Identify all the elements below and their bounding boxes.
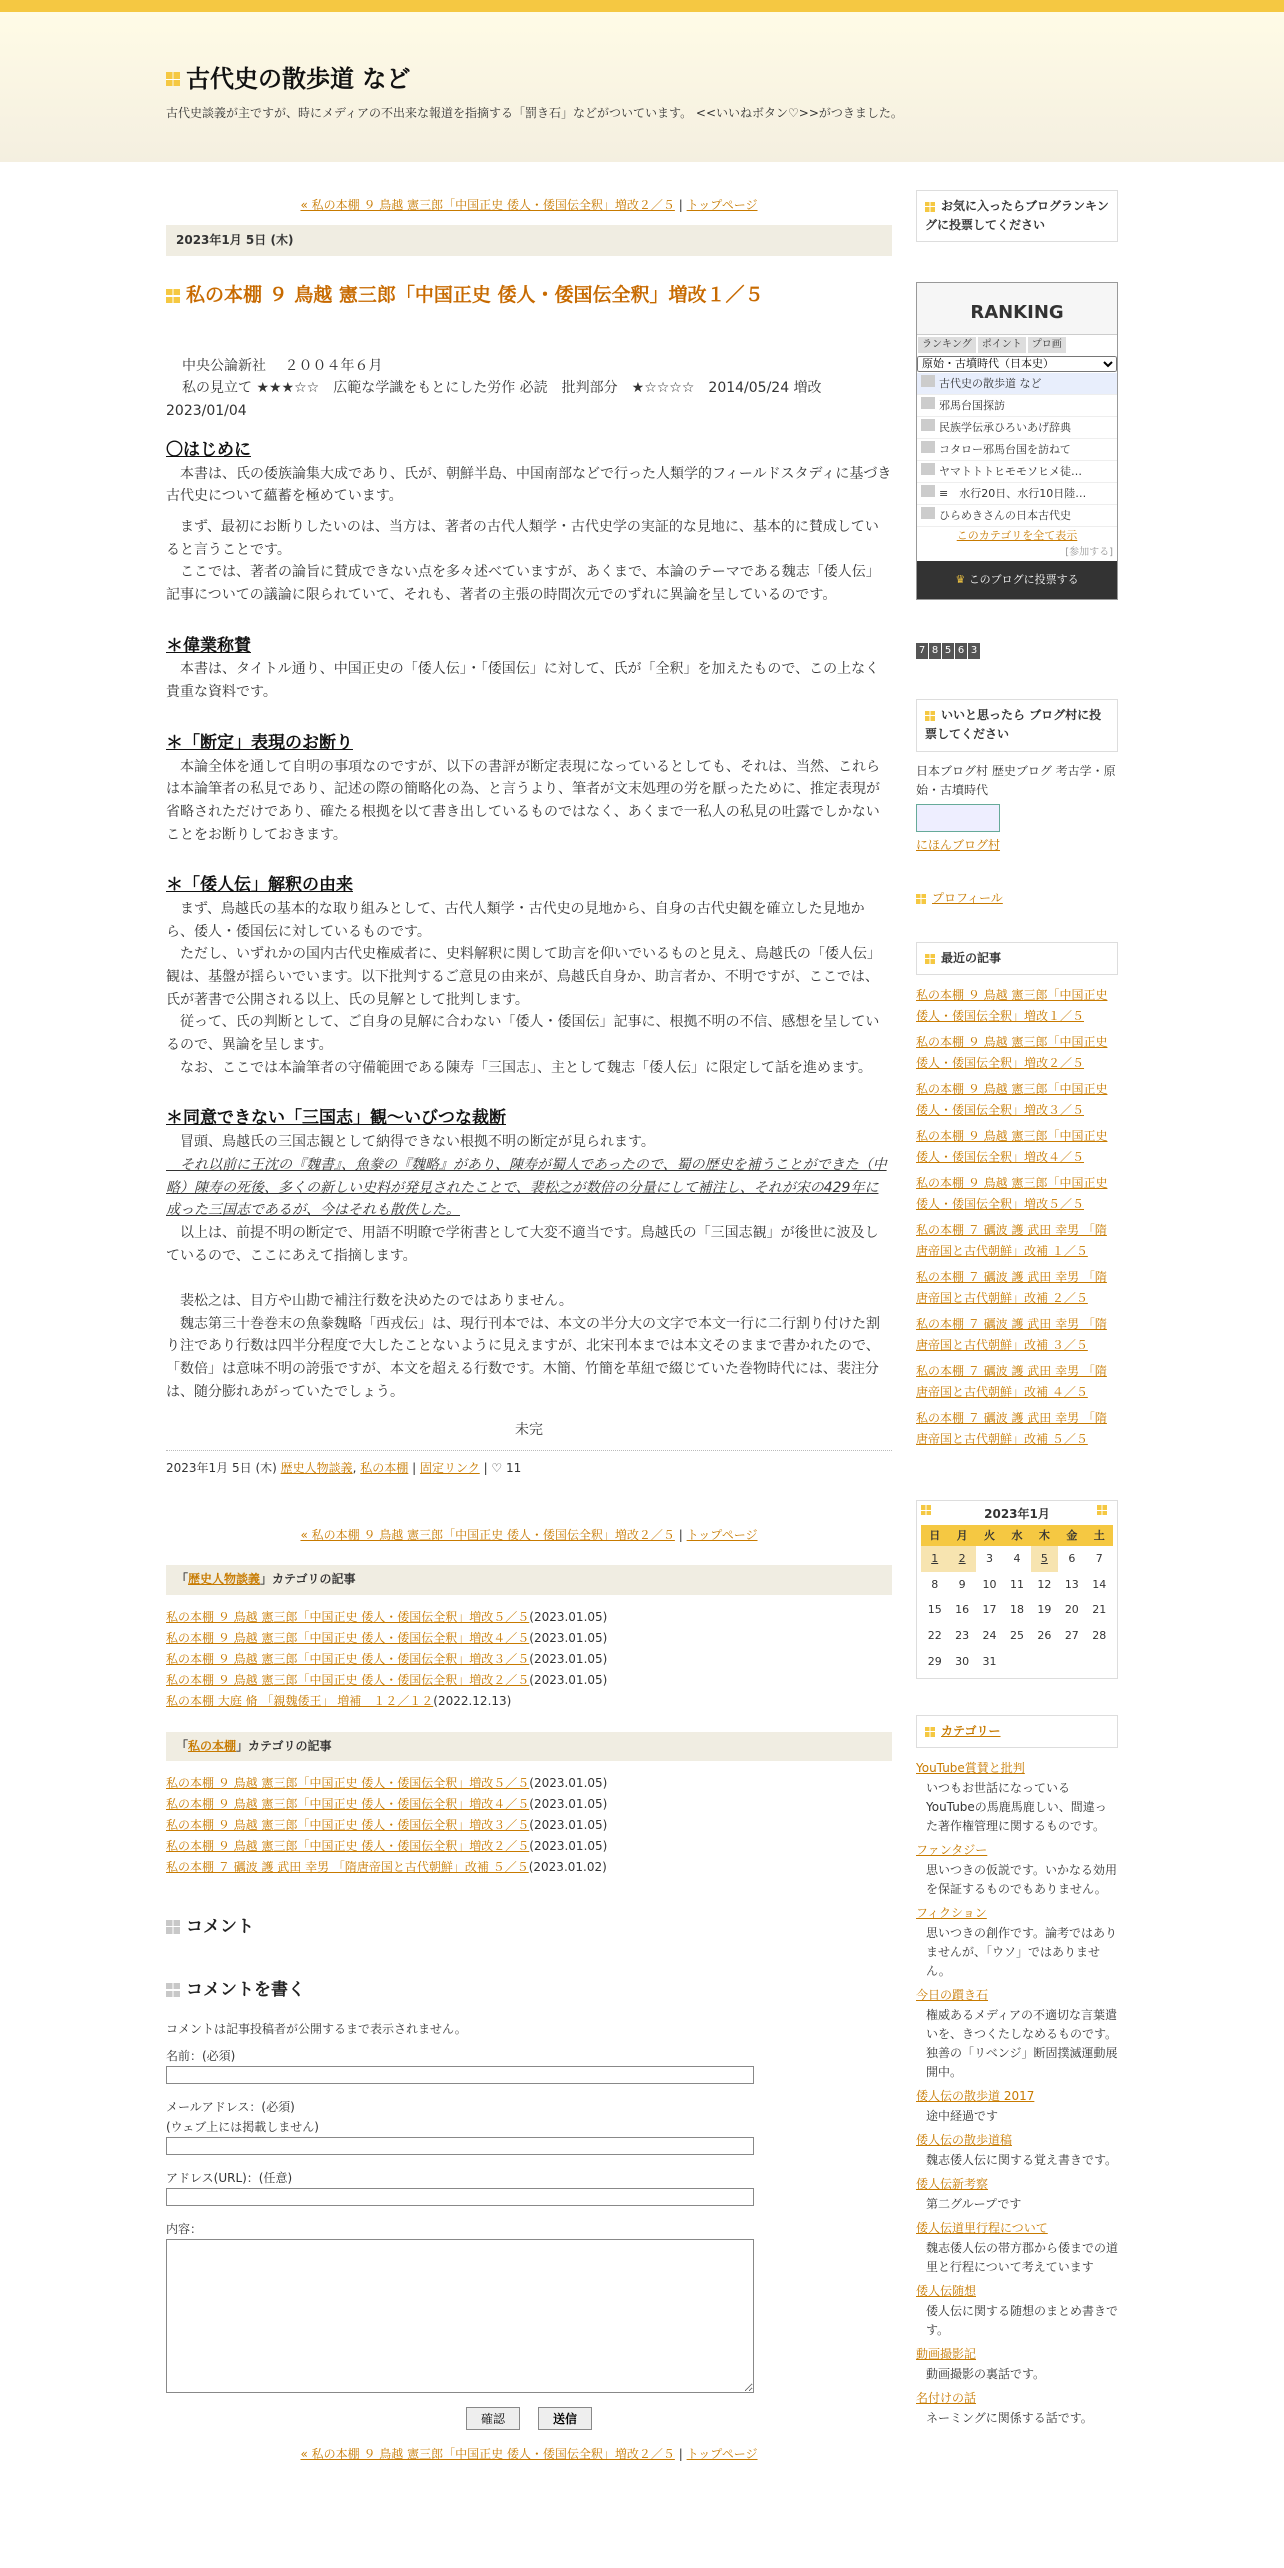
square-bullet-icon	[925, 1727, 935, 1737]
main-column	[166, 196, 892, 2474]
recent-entry-link[interactable]: 私の本棚 ７ 礪波 護 武田 幸男 「隋唐帝国と古代朝鮮」改補 ３／５	[916, 1317, 1107, 1353]
square-bullet-icon	[166, 1983, 180, 1997]
calendar-day-with-entry[interactable]: 1	[921, 1546, 948, 1572]
square-bullet-icon	[166, 1920, 180, 1934]
entry-date: (2023.01.05)	[529, 1838, 608, 1853]
email-label: メールアドレス：(必須)	[166, 2100, 295, 2115]
top-page-link[interactable]: トップページ	[686, 2446, 758, 2461]
name-field[interactable]	[166, 2066, 754, 2084]
calendar-day: 14	[1092, 1577, 1107, 1591]
entry-link[interactable]: 私の本棚 ９ 鳥越 憲三郎「中国正史 倭人・倭国伝全釈」増改５／５	[166, 1775, 530, 1790]
crown-icon: ♛	[955, 572, 966, 586]
list-item	[166, 1773, 892, 1794]
book-publisher: 中央公論新社 ２００４年６月	[182, 357, 383, 374]
category-link[interactable]: 私の本棚	[360, 1460, 409, 1475]
section-heading: ＊同意できない「三国志」観～いびつな裁断	[166, 1108, 506, 1129]
entry-nav-top	[166, 196, 892, 215]
list-item	[166, 1815, 892, 1836]
calendar-day-with-entry[interactable]: 5	[1031, 1546, 1058, 1572]
sidebar-category-link[interactable]: YouTube賞賛と批判	[916, 1761, 1025, 1776]
ranking-heading	[916, 190, 1118, 242]
weekday-label: 金	[1058, 1525, 1085, 1547]
rank-number-icon	[921, 485, 935, 497]
list-item	[166, 1836, 892, 1857]
calendar-day: 10	[982, 1577, 997, 1591]
profile-link[interactable]: プロフィール	[932, 891, 1003, 906]
entry-date: 2023年1月 5日 (木)	[166, 225, 892, 256]
prev-month-icon[interactable]	[921, 1505, 931, 1515]
list-item	[166, 1691, 892, 1712]
ranking-tab[interactable]: ポイント	[978, 337, 1026, 353]
next-month-icon[interactable]	[1097, 1505, 1107, 1515]
recent-entry-link[interactable]: 私の本棚 ７ 礪波 護 武田 幸男 「隋唐帝国と古代朝鮮」改補 ５／５	[916, 1411, 1107, 1447]
entry-date: (2023.01.05)	[529, 1609, 608, 1624]
ranking-tab[interactable]: プロ画	[1028, 337, 1066, 353]
site-title[interactable]: 古代史の散歩道 など	[186, 65, 411, 93]
ranking-tab[interactable]: ランキング	[918, 337, 976, 353]
calendar-day: 25	[1009, 1629, 1024, 1643]
entry-title	[166, 280, 892, 310]
category-heading	[916, 1715, 1118, 1748]
recent-entry-link[interactable]: 私の本棚 ７ 礪波 護 武田 幸男 「隋唐帝国と古代朝鮮」改補 ４／５	[916, 1364, 1107, 1400]
paragraph: 以上は、前提不明の断定で、用語不明瞭で学術書として大変不適当です。鳥越氏の「三国志観」が後世に波及しているので、ここにあえて指摘します。 裴松之は、目方や山勘で補注行数を決めたのではありません。 魏志第三十巻巻末の魚豢魏略「西戎伝」は、現行刊本では、本文の半分大の文字で本文一行に二行割り付けた割り注であり行数は四半分程度で大したことないように見えますが、北宋刊本までは本文そのままで書かれたので、「数倍」は意味不明の誇張ですが、本文を超える行数です。木簡、竹簡を革紐で綴じていた巻物時代には、裴注分は、随分膨れあがっていたでしょう。	[166, 1224, 880, 1400]
entry-date: (2023.01.05)	[529, 1630, 608, 1645]
comments-heading	[166, 1914, 892, 1941]
ranking-list	[917, 373, 1117, 527]
entry-nav-bottom	[166, 2445, 892, 2464]
write-comment-heading-text: コメントを書く	[186, 1979, 305, 2000]
calendar-day: 20	[1064, 1603, 1079, 1617]
section-heading: ＊「断定」表現のお断り	[166, 732, 353, 753]
list-item	[166, 1607, 892, 1628]
entry-link[interactable]: 私の本棚 ９ 鳥越 憲三郎「中国正史 倭人・倭国伝全釈」増改４／５	[166, 1630, 530, 1645]
section-heading: 〇はじめに	[166, 439, 251, 460]
recent-entry-link[interactable]: 私の本棚 ７ 礪波 護 武田 幸男 「隋唐帝国と古代朝鮮」改補 １／５	[916, 1223, 1107, 1259]
category-prefix: 「	[176, 1738, 189, 1753]
email-field[interactable]	[166, 2137, 754, 2155]
calendar-title	[921, 1505, 1113, 1524]
category-description: 思いつきの仮説です。いかなる効用を保証するものでもありません。	[926, 1863, 1118, 1897]
calendar-month: 2023年1月	[984, 1507, 1050, 1522]
recent-entry-link[interactable]: 私の本棚 ９ 鳥越 憲三郎「中国正史 倭人・倭国伝全釈」増改５／５	[916, 1176, 1108, 1212]
calendar-day: 24	[982, 1629, 997, 1643]
category-heading-link[interactable]: カテゴリー	[941, 1724, 1001, 1739]
category-name-link[interactable]: 私の本棚	[188, 1738, 237, 1753]
top-page-link[interactable]: トップページ	[686, 198, 758, 212]
sidebar	[916, 190, 1118, 2432]
ranking-blog-name: コタロー邪馬台国を訪ねて	[939, 442, 1071, 456]
calendar-day: 26	[1037, 1629, 1052, 1643]
calendar-day: 27	[1064, 1629, 1079, 1643]
url-field[interactable]	[166, 2188, 754, 2206]
body-label: 内容：	[166, 2222, 203, 2236]
category-prefix: 「	[176, 1572, 189, 1587]
rank-number-icon	[921, 441, 935, 453]
category-box-heading	[166, 1732, 892, 1761]
rank-number-icon	[921, 397, 935, 409]
entry-title-text: 私の本棚 ９ 鳥越 憲三郎「中国正史 倭人・倭国伝全釈」増改１／５	[186, 284, 764, 307]
weekday-label: 木	[1031, 1525, 1058, 1547]
sidebar-category-link[interactable]: ファンタジー	[916, 1843, 988, 1858]
sidebar-category-link[interactable]: 倭人伝の散歩道 2017	[916, 2089, 1035, 2104]
nav-separator: |	[678, 1528, 683, 1543]
permalink[interactable]: 固定リンク	[419, 1460, 480, 1475]
calendar-day: 6	[1068, 1552, 1076, 1566]
rank-number-icon	[921, 375, 935, 387]
category-description: ネーミングに関係する話です。	[926, 2411, 1093, 2426]
entry-date: (2023.01.05)	[529, 1817, 608, 1832]
blogmura-banner-icon[interactable]	[916, 804, 1000, 832]
weekday-label: 月	[948, 1525, 975, 1547]
entry-date: (2022.12.13)	[433, 1693, 512, 1708]
rank-number-icon	[921, 419, 935, 431]
square-bullet-icon	[166, 289, 180, 303]
quotation: それ以前に王沈の『魏書』、魚豢の『魏略』があり、陳寿が蜀人であったので、蜀の歴史を補うことができた（中略）陳寿の死後、多くの新しい史料が発見されたことで、裴松之が数倍の分量にして補注し、それが宋の429年に成った三国志であるが、今はそれも散佚した。	[166, 1156, 887, 1219]
category-box-heading	[166, 1565, 892, 1594]
sidebar-category-link[interactable]: 倭人伝新考察	[916, 2177, 989, 2192]
ranking-row[interactable]	[917, 417, 1117, 439]
calendar-day: 4	[1013, 1552, 1021, 1566]
comment-note: コメントは記事投稿者が公開するまで表示されません。	[166, 2022, 467, 2037]
square-bullet-icon	[166, 72, 180, 86]
category-link[interactable]: 歴史人物談義	[280, 1460, 353, 1475]
write-comment-heading	[166, 1977, 892, 2004]
category-description: 第二グループです	[926, 2197, 1022, 2212]
calendar-day	[1031, 1649, 1058, 1675]
prev-entry-link[interactable]: « 私の本棚 ９ 鳥越 憲三郎「中国正史 倭人・倭国伝全釈」増改２／５	[300, 2446, 675, 2461]
entry-date: (2023.01.02)	[528, 1859, 607, 1874]
calendar-weekdays	[921, 1525, 1113, 1547]
blogmura-heading-text: いいと思ったら ブログ村に投票してください	[925, 708, 1102, 742]
ranking-tabs	[917, 335, 1117, 355]
comment-body-field[interactable]	[166, 2239, 754, 2393]
calendar-day: 11	[1009, 1577, 1024, 1591]
blogmura-link[interactable]: にほんブログ村	[916, 837, 1001, 852]
entry-body	[166, 355, 892, 1442]
entry-date: (2023.01.05)	[529, 1672, 608, 1687]
sidebar-category-link[interactable]: 倭人伝の散歩道稿	[916, 2133, 1013, 2148]
entry-date: (2023.01.05)	[529, 1775, 608, 1790]
category-description: いつもお世話になっているYouTubeの馬鹿馬鹿しい、間違った著作権管理に関するものです。	[926, 1781, 1107, 1834]
paragraph: 本論全体を通して自明の事項なのですが、以下の書評が断定表現になっているとしても、それは、当然、これらは本論筆者の私見であり、記述の際の簡略化の為、と言うより、筆者が文末処理の労を厭ったために、推定表現が省略されただけであり、確たる根拠を以て書き出しているものではなく、あくまで一私人の私見の吐露でしかないことをお断りしておきます。	[166, 758, 880, 843]
category-description: 倭人伝に関する随想のまとめ書きです。	[926, 2304, 1119, 2338]
calendar-day: 19	[1037, 1603, 1052, 1617]
calendar-day: 8	[931, 1577, 939, 1591]
calendar-day: 7	[1095, 1552, 1103, 1566]
profile-section	[916, 889, 1118, 908]
entry-link[interactable]: 私の本棚 ９ 鳥越 憲三郎「中国正史 倭人・倭国伝全釈」増改３／５	[166, 1651, 530, 1666]
calendar-day: 9	[958, 1577, 966, 1591]
paragraph: まず、最初にお断りしたいのは、当方は、著者の古代人類学・古代史学の実証的な見地に、基本的に賛成していると言うことです。 ここでは、著者の論旨に賛成できない点を多々述べていますが、あくまで、本論のテーマである魏志「倭人伝」記事についての議論に限られていて、それも、著者の主張の時間次元でのずれに異論を呈しているのです。	[166, 518, 880, 603]
ranking-blog-name: ≡ 水行20日、水行10日陸…	[939, 486, 1087, 500]
category-box	[166, 1732, 892, 1878]
category-list	[916, 1758, 1118, 2428]
category-description: 魏志倭人伝に関する覚え書きです。	[926, 2153, 1118, 2168]
list-item	[166, 1628, 892, 1649]
entry-link[interactable]: 私の本棚 ９ 鳥越 憲三郎「中国正史 倭人・倭国伝全釈」増改３／５	[166, 1817, 530, 1832]
vote-button[interactable]	[917, 561, 1117, 599]
entry-link[interactable]: 私の本棚 ９ 鳥越 憲三郎「中国正史 倭人・倭国伝全釈」増改２／５	[166, 1838, 530, 1853]
site-header	[0, 12, 1284, 162]
rank-number-icon	[921, 507, 935, 519]
prev-entry-link[interactable]: « 私の本棚 ９ 鳥越 憲三郎「中国正史 倭人・倭国伝全釈」増改２／５	[300, 198, 675, 212]
category-description: 魏志倭人伝の帯方郡から倭までの道里と行程について考えています	[926, 2241, 1119, 2275]
ranking-row[interactable]	[917, 461, 1117, 483]
ranking-blog-name: ヤマトトトヒモモソヒメ徒…	[939, 464, 1082, 478]
genre-select[interactable]	[917, 356, 1117, 372]
calendar-day: 31	[982, 1654, 997, 1668]
calendar-week	[921, 1546, 1113, 1572]
category-suffix: 」カテゴリの記事	[236, 1738, 332, 1753]
category-entries	[166, 1565, 892, 1877]
sidebar-category-link[interactable]: フィクション	[916, 1906, 987, 1921]
category-description: 途中経過です	[926, 2109, 999, 2124]
square-bullet-icon	[925, 202, 935, 212]
entry-nav-mid	[166, 1526, 892, 1545]
counter-digit: 6	[955, 643, 967, 659]
comments-heading-text: コメント	[186, 1916, 254, 1937]
list-item	[166, 1670, 892, 1691]
comment-form	[166, 2020, 892, 2431]
weekday-label: 日	[921, 1525, 948, 1547]
calendar-day: 16	[955, 1603, 970, 1617]
calendar-day: 28	[1092, 1629, 1107, 1643]
recent-entry-link[interactable]: 私の本棚 ９ 鳥越 憲三郎「中国正史 倭人・倭国伝全釈」増改２／５	[916, 1035, 1108, 1071]
category-suffix: 」カテゴリの記事	[260, 1572, 356, 1587]
show-all-link[interactable]: このカテゴリを全て表示	[956, 528, 1078, 542]
category-box	[166, 1565, 892, 1711]
sidebar-category-link[interactable]: 今日の躓き石	[916, 1988, 989, 2003]
ranking-row[interactable]	[917, 483, 1117, 505]
category-description: 権威あるメディアの不適切な言葉遣いを、きつくたしなめるものです。独善の「リベンジ」断固撲滅運動展開中。	[926, 2008, 1118, 2080]
paragraph: 冒頭、鳥越氏の三国志観として納得できない根拠不明の断定が見られます。	[166, 1134, 655, 1151]
sidebar-category-link[interactable]: 倭人伝道里行程について	[916, 2221, 1048, 2236]
entry-date: (2023.01.05)	[529, 1651, 608, 1666]
category-description: 思いつきの創作です。論考ではありませんが、「ウソ」ではありません。	[926, 1926, 1118, 1979]
calendar-day	[1086, 1649, 1113, 1675]
calendar-day: 21	[1092, 1603, 1107, 1617]
recent-heading-text: 最近の記事	[941, 951, 1002, 966]
sidebar-category-link[interactable]: 名付けの話	[916, 2391, 977, 2406]
calendar-day: 29	[927, 1654, 942, 1668]
top-page-link[interactable]: トップページ	[686, 1528, 758, 1543]
confirm-button[interactable]: 確認	[466, 2407, 520, 2430]
calendar-week	[921, 1572, 1113, 1598]
calendar-day: 15	[927, 1603, 942, 1617]
top-accent-bar	[0, 0, 1284, 12]
calendar-day	[1003, 1649, 1030, 1675]
entry-date: (2023.01.05)	[529, 1796, 608, 1811]
join-link[interactable]: [参加する]	[1065, 546, 1113, 558]
paragraph: 本書は、タイトル通り、中国正史の「倭人伝」・「倭国伝」に対して、氏が「全釈」を加えたもので、この上なく貴重な資料です。	[166, 661, 880, 701]
counter-digit: 5	[942, 643, 954, 659]
calendar-day: 13	[1064, 1577, 1079, 1591]
ranking-row[interactable]	[917, 373, 1117, 395]
list-item	[166, 1794, 892, 1815]
book-rating: 私の見立て ★★★☆☆ 広範な学識をもとにした労作 必読 批判部分 ★☆☆☆☆ 2014/05/24 増改 2023/01/04	[166, 380, 822, 420]
paragraph: 本書は、氏の倭族論集大成であり、氏が、朝鮮半島、中国南部などで行った人類学的フィールドスタディに基づき古代史について蘊蓄を極めています。	[166, 465, 892, 505]
recent-entry-link[interactable]: 私の本棚 ９ 鳥越 憲三郎「中国正史 倭人・倭国伝全釈」増改３／５	[916, 1082, 1108, 1118]
weekday-label: 火	[976, 1525, 1003, 1547]
calendar-day-with-entry[interactable]: 2	[948, 1546, 975, 1572]
calendar-week	[921, 1649, 1113, 1675]
ranking-logo[interactable]: RANKING	[917, 283, 1117, 335]
recent-entry-link[interactable]: 私の本棚 ９ 鳥越 憲三郎「中国正史 倭人・倭国伝全釈」増改１／５	[916, 988, 1108, 1024]
sidebar-category-link[interactable]: 倭人伝随想	[916, 2284, 977, 2299]
ranking-row[interactable]	[917, 395, 1117, 417]
to-be-continued: 未完	[515, 1422, 543, 1439]
prev-entry-link[interactable]: « 私の本棚 ９ 鳥越 憲三郎「中国正史 倭人・倭国伝全釈」増改２／５	[300, 1528, 675, 1543]
recent-heading	[916, 942, 1118, 975]
entry-link[interactable]: 私の本棚 ７ 礪波 護 武田 幸男 「隋唐帝国と古代朝鮮」改補 ５／５	[166, 1859, 529, 1874]
vote-label: このブログに投票する	[968, 572, 1079, 586]
recent-entry-link[interactable]: 私の本棚 ７ 礪波 護 武田 幸男 「隋唐帝国と古代朝鮮」改補 ２／５	[916, 1270, 1107, 1306]
ranking-blog-name: ひらめきさんの日本古代史	[939, 508, 1071, 522]
category-entry-list	[166, 1607, 892, 1712]
counter-digit: 8	[929, 643, 941, 659]
entry-link[interactable]: 私の本棚 大庭 脩 「親魏倭王」 増補 １２／１２	[166, 1693, 434, 1708]
blogmura-text: 日本ブログ村 歴史ブログ 考古学・原始・古墳時代	[916, 763, 1116, 797]
calendar-day: 30	[955, 1654, 970, 1668]
nav-separator: |	[678, 2446, 683, 2461]
footer-date: 2023年1月 5日 (木)	[166, 1460, 277, 1475]
entry-link[interactable]: 私の本棚 ９ 鳥越 憲三郎「中国正史 倭人・倭国伝全釈」増改４／５	[166, 1796, 530, 1811]
calendar-day	[1058, 1649, 1085, 1675]
counter-digit: 3	[968, 643, 980, 659]
list-item	[166, 1649, 892, 1670]
category-name-link[interactable]: 歴史人物談義	[188, 1572, 261, 1587]
form-buttons	[466, 2407, 892, 2431]
rank-number-icon	[921, 463, 935, 475]
entry-footer: 2023年1月 5日 (木) 歴史人物談義, 私の本棚 | 固定リンク | ♡ 11	[166, 1450, 892, 1478]
recent-entry-link[interactable]: 私の本棚 ９ 鳥越 憲三郎「中国正史 倭人・倭国伝全釈」増改４／５	[916, 1129, 1108, 1165]
access-counter	[916, 640, 1118, 659]
entry-link[interactable]: 私の本棚 ９ 鳥越 憲三郎「中国正史 倭人・倭国伝全釈」増改５／５	[166, 1609, 530, 1624]
calendar-day: 3	[986, 1552, 994, 1566]
paragraph: まず、鳥越氏の基本的な取り組みとして、古代人類学・古代史の見地から、自身の古代史観を確立した見地から、倭人・倭国伝に対しているものです。 ただし、いずれかの国内古代史権威者に、史料解釈に関して助言を仰いでいるものと見え、鳥越氏の「倭人伝」観は、基盤が揺らいでいます。以下批判するご意見の由来が、鳥越氏自身か、助言者か、不明ですが、ここでは、氏が著書で公開される以上、氏の見解として批判します。 従って、氏の判断として、ご自身の見解に合わない「倭人・倭国伝」記事に、根拠不明の不信、感想を呈しているので、異論を呈します。 なお、ここでは本論筆者の守備範囲である陳寿「三国志」、主として魏志「倭人伝」に限定して話を進めます。	[166, 901, 881, 1076]
blogmura-heading	[916, 699, 1118, 751]
entry-link[interactable]: 私の本棚 ９ 鳥越 憲三郎「中国正史 倭人・倭国伝全釈」増改２／５	[166, 1672, 530, 1687]
section-heading: ＊「倭人伝」解釈の由来	[166, 875, 353, 896]
calendar-grid	[921, 1525, 1113, 1675]
calendar-day: 18	[1009, 1603, 1024, 1617]
site-description: 古代史談義が主ですが、時にメディアの不出来な報道を指摘する「罰き石」などがついています。 <<いいねボタン♡>>がつきました。	[166, 106, 903, 121]
ranking-blog-name: 民族学伝承ひろいあげ辞典	[939, 420, 1071, 434]
category-entry-list	[166, 1773, 892, 1878]
ranking-blog-name: 邪馬台国探訪	[939, 398, 1005, 412]
ranking-blog-name: 古代史の散歩道 など	[939, 376, 1042, 390]
ranking-row[interactable]	[917, 439, 1117, 461]
weekday-label: 土	[1086, 1525, 1113, 1547]
sidebar-category-link[interactable]: 動画撮影記	[916, 2347, 977, 2362]
calendar-week	[921, 1623, 1113, 1649]
square-bullet-icon	[925, 711, 935, 721]
calendar	[916, 1500, 1118, 1679]
email-note: (ウェブ上には掲載しません)	[166, 2119, 319, 2134]
calendar-day: 12	[1037, 1577, 1052, 1591]
recent-list	[916, 985, 1118, 1450]
calendar-day: 23	[955, 1629, 970, 1643]
calendar-day: 22	[927, 1629, 942, 1643]
weekday-label: 水	[1003, 1525, 1030, 1547]
send-button[interactable]: 送信	[538, 2407, 592, 2430]
list-item	[166, 1857, 892, 1878]
square-bullet-icon	[916, 894, 926, 904]
ranking-heading-text: お気に入ったらブログランキングに投票してください	[925, 199, 1109, 233]
calendar-day: 17	[982, 1603, 997, 1617]
name-label: 名前：(必須)	[166, 2049, 236, 2064]
like-button[interactable]: ♡ 11	[491, 1460, 522, 1475]
ranking-widget	[916, 282, 1118, 600]
counter-digit: 7	[916, 643, 928, 659]
ranking-row[interactable]	[917, 505, 1117, 527]
calendar-week	[921, 1597, 1113, 1623]
nav-separator: |	[678, 198, 683, 212]
square-bullet-icon	[925, 954, 935, 964]
url-label: アドレス(URL)：(任意)	[166, 2170, 293, 2185]
section-heading: ＊偉業称賛	[166, 635, 251, 656]
category-description: 動画撮影の裏話です。	[926, 2367, 1046, 2382]
